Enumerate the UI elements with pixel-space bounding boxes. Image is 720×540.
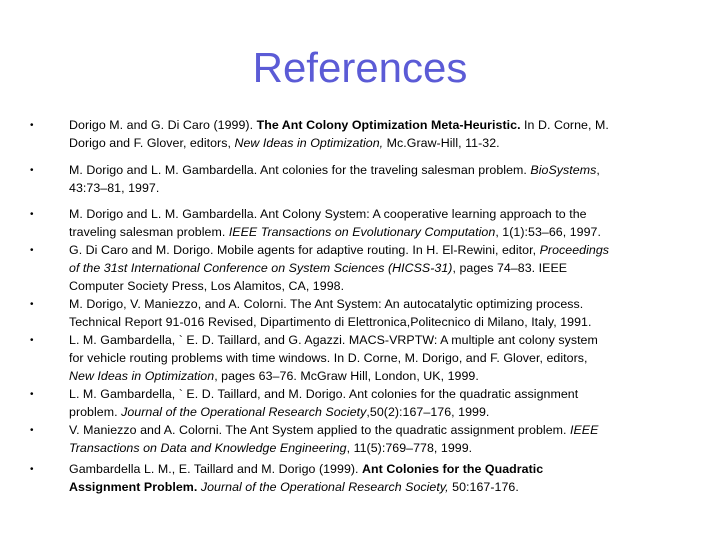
reference-text: [69, 241, 689, 295]
reference-line: [69, 134, 689, 152]
reference-line: [69, 349, 689, 367]
bullet-icon: •: [30, 245, 34, 256]
reference-line: [69, 205, 689, 223]
reference-segment: , pages 63–76. McGraw Hill, London, UK, 1999.: [214, 369, 479, 383]
reference-segment: G. Di Caro and M. Dorigo. Mobile agents for adaptive routing. In H. El-Rewini, editor,: [69, 243, 540, 257]
reference-line: [69, 421, 689, 439]
reference-segment: Transactions on Data and Knowledge Engineering: [69, 441, 347, 455]
reference-segment: M. Dorigo and L. M. Gambardella. Ant Colony System: A cooperative learning approach to the: [69, 207, 587, 221]
reference-line: [69, 277, 689, 295]
bullet-icon: •: [30, 165, 34, 176]
reference-line: [69, 259, 689, 277]
reference-text: [69, 295, 689, 331]
reference-segment: L. M. Gambardella, ` E. D. Taillard, and G. Agazzi. MACS-VRPTW: A multiple ant colony system: [69, 333, 598, 347]
reference-text: [69, 460, 689, 496]
reference-segment: BioSystems: [530, 163, 597, 177]
reference-segment: Journal of the Operational Research Society: [121, 405, 367, 419]
reference-segment: 43:73–81, 1997.: [69, 181, 160, 195]
reference-segment: traveling salesman problem.: [69, 225, 229, 239]
reference-line: [69, 331, 689, 349]
bullet-icon: •: [30, 464, 34, 475]
bullet-icon: •: [30, 335, 34, 346]
reference-segment: In D. Corne, M.: [520, 118, 609, 132]
reference-segment: Dorigo and F. Glover, editors,: [69, 136, 235, 150]
reference-segment: Journal of the Operational Research Society,: [200, 480, 449, 494]
reference-line: [69, 403, 689, 421]
reference-line: [69, 439, 689, 457]
reference-segment: of the 31st International Conference on System Sciences (HICSS-31): [69, 261, 453, 275]
reference-segment: Computer Society Press, Los Alamitos, CA, 1998.: [69, 279, 345, 293]
reference-segment: Ant Colonies for the Quadratic: [362, 462, 544, 476]
reference-line: [69, 179, 689, 197]
reference-text: [69, 205, 689, 241]
reference-segment: Proceedings: [539, 243, 610, 257]
reference-segment: M. Dorigo and L. M. Gambardella. Ant colonies for the traveling salesman problem.: [69, 163, 531, 177]
reference-line: [69, 161, 689, 179]
reference-segment: Mc.Graw-Hill, 11-32.: [383, 136, 500, 150]
bullet-icon: •: [30, 299, 34, 310]
bullet-icon: •: [30, 389, 34, 400]
reference-segment: IEEE Transactions on Evolutionary Computation: [228, 225, 496, 239]
reference-segment: 50:167-176.: [448, 480, 519, 494]
reference-segment: New Ideas in Optimization: [69, 369, 215, 383]
reference-line: [69, 313, 689, 331]
reference-segment: ,: [596, 163, 600, 177]
page-title: References: [252, 44, 468, 91]
reference-line: [69, 295, 689, 313]
reference-segment: for vehicle routing problems with time windows. In D. Corne, M. Dorigo, and F. Glover, editors,: [69, 351, 588, 365]
reference-segment: IEEE: [570, 423, 599, 437]
bullet-icon: •: [30, 120, 34, 131]
reference-segment: V. Maniezzo and A. Colorni. The Ant System applied to the quadratic assignment problem.: [69, 423, 570, 437]
reference-segment: Gambardella L. M., E. Taillard and M. Dorigo (1999).: [69, 462, 363, 476]
reference-segment: The Ant Colony Optimization Meta-Heuristic.: [256, 118, 521, 132]
reference-segment: M. Dorigo, V. Maniezzo, and A. Colorni. The Ant System: An autocatalytic optimizing process.: [69, 297, 584, 311]
reference-line: [69, 116, 689, 134]
reference-text: [69, 331, 689, 385]
reference-segment: New Ideas in Optimization,: [234, 136, 384, 150]
reference-segment: Dorigo M. and G. Di Caro (1999).: [69, 118, 257, 132]
reference-segment: ,50(2):167–176, 1999.: [366, 405, 490, 419]
reference-line: [69, 478, 689, 496]
reference-segment: , 11(5):769–778, 1999.: [346, 441, 473, 455]
reference-segment: Technical Report 91-016 Revised, Dipartimento di Elettronica,Politecnico di Milano, Italy, 1991.: [69, 315, 592, 329]
reference-line: [69, 367, 689, 385]
reference-text: [69, 161, 689, 197]
reference-line: [69, 460, 689, 478]
reference-segment: , pages 74–83. IEEE: [452, 261, 568, 275]
reference-text: [69, 116, 689, 152]
reference-line: [69, 385, 689, 403]
reference-line: [69, 223, 689, 241]
bullet-icon: •: [30, 425, 34, 436]
reference-text: [69, 421, 689, 457]
reference-segment: L. M. Gambardella, ` E. D. Taillard, and M. Dorigo. Ant colonies for the quadratic assignment: [69, 387, 579, 401]
reference-segment: problem.: [69, 405, 122, 419]
reference-line: [69, 241, 689, 259]
bullet-icon: •: [30, 209, 34, 220]
reference-text: [69, 385, 689, 421]
reference-segment: Assignment Problem.: [69, 480, 198, 494]
reference-segment: , 1(1):53–66, 1997.: [495, 225, 601, 239]
